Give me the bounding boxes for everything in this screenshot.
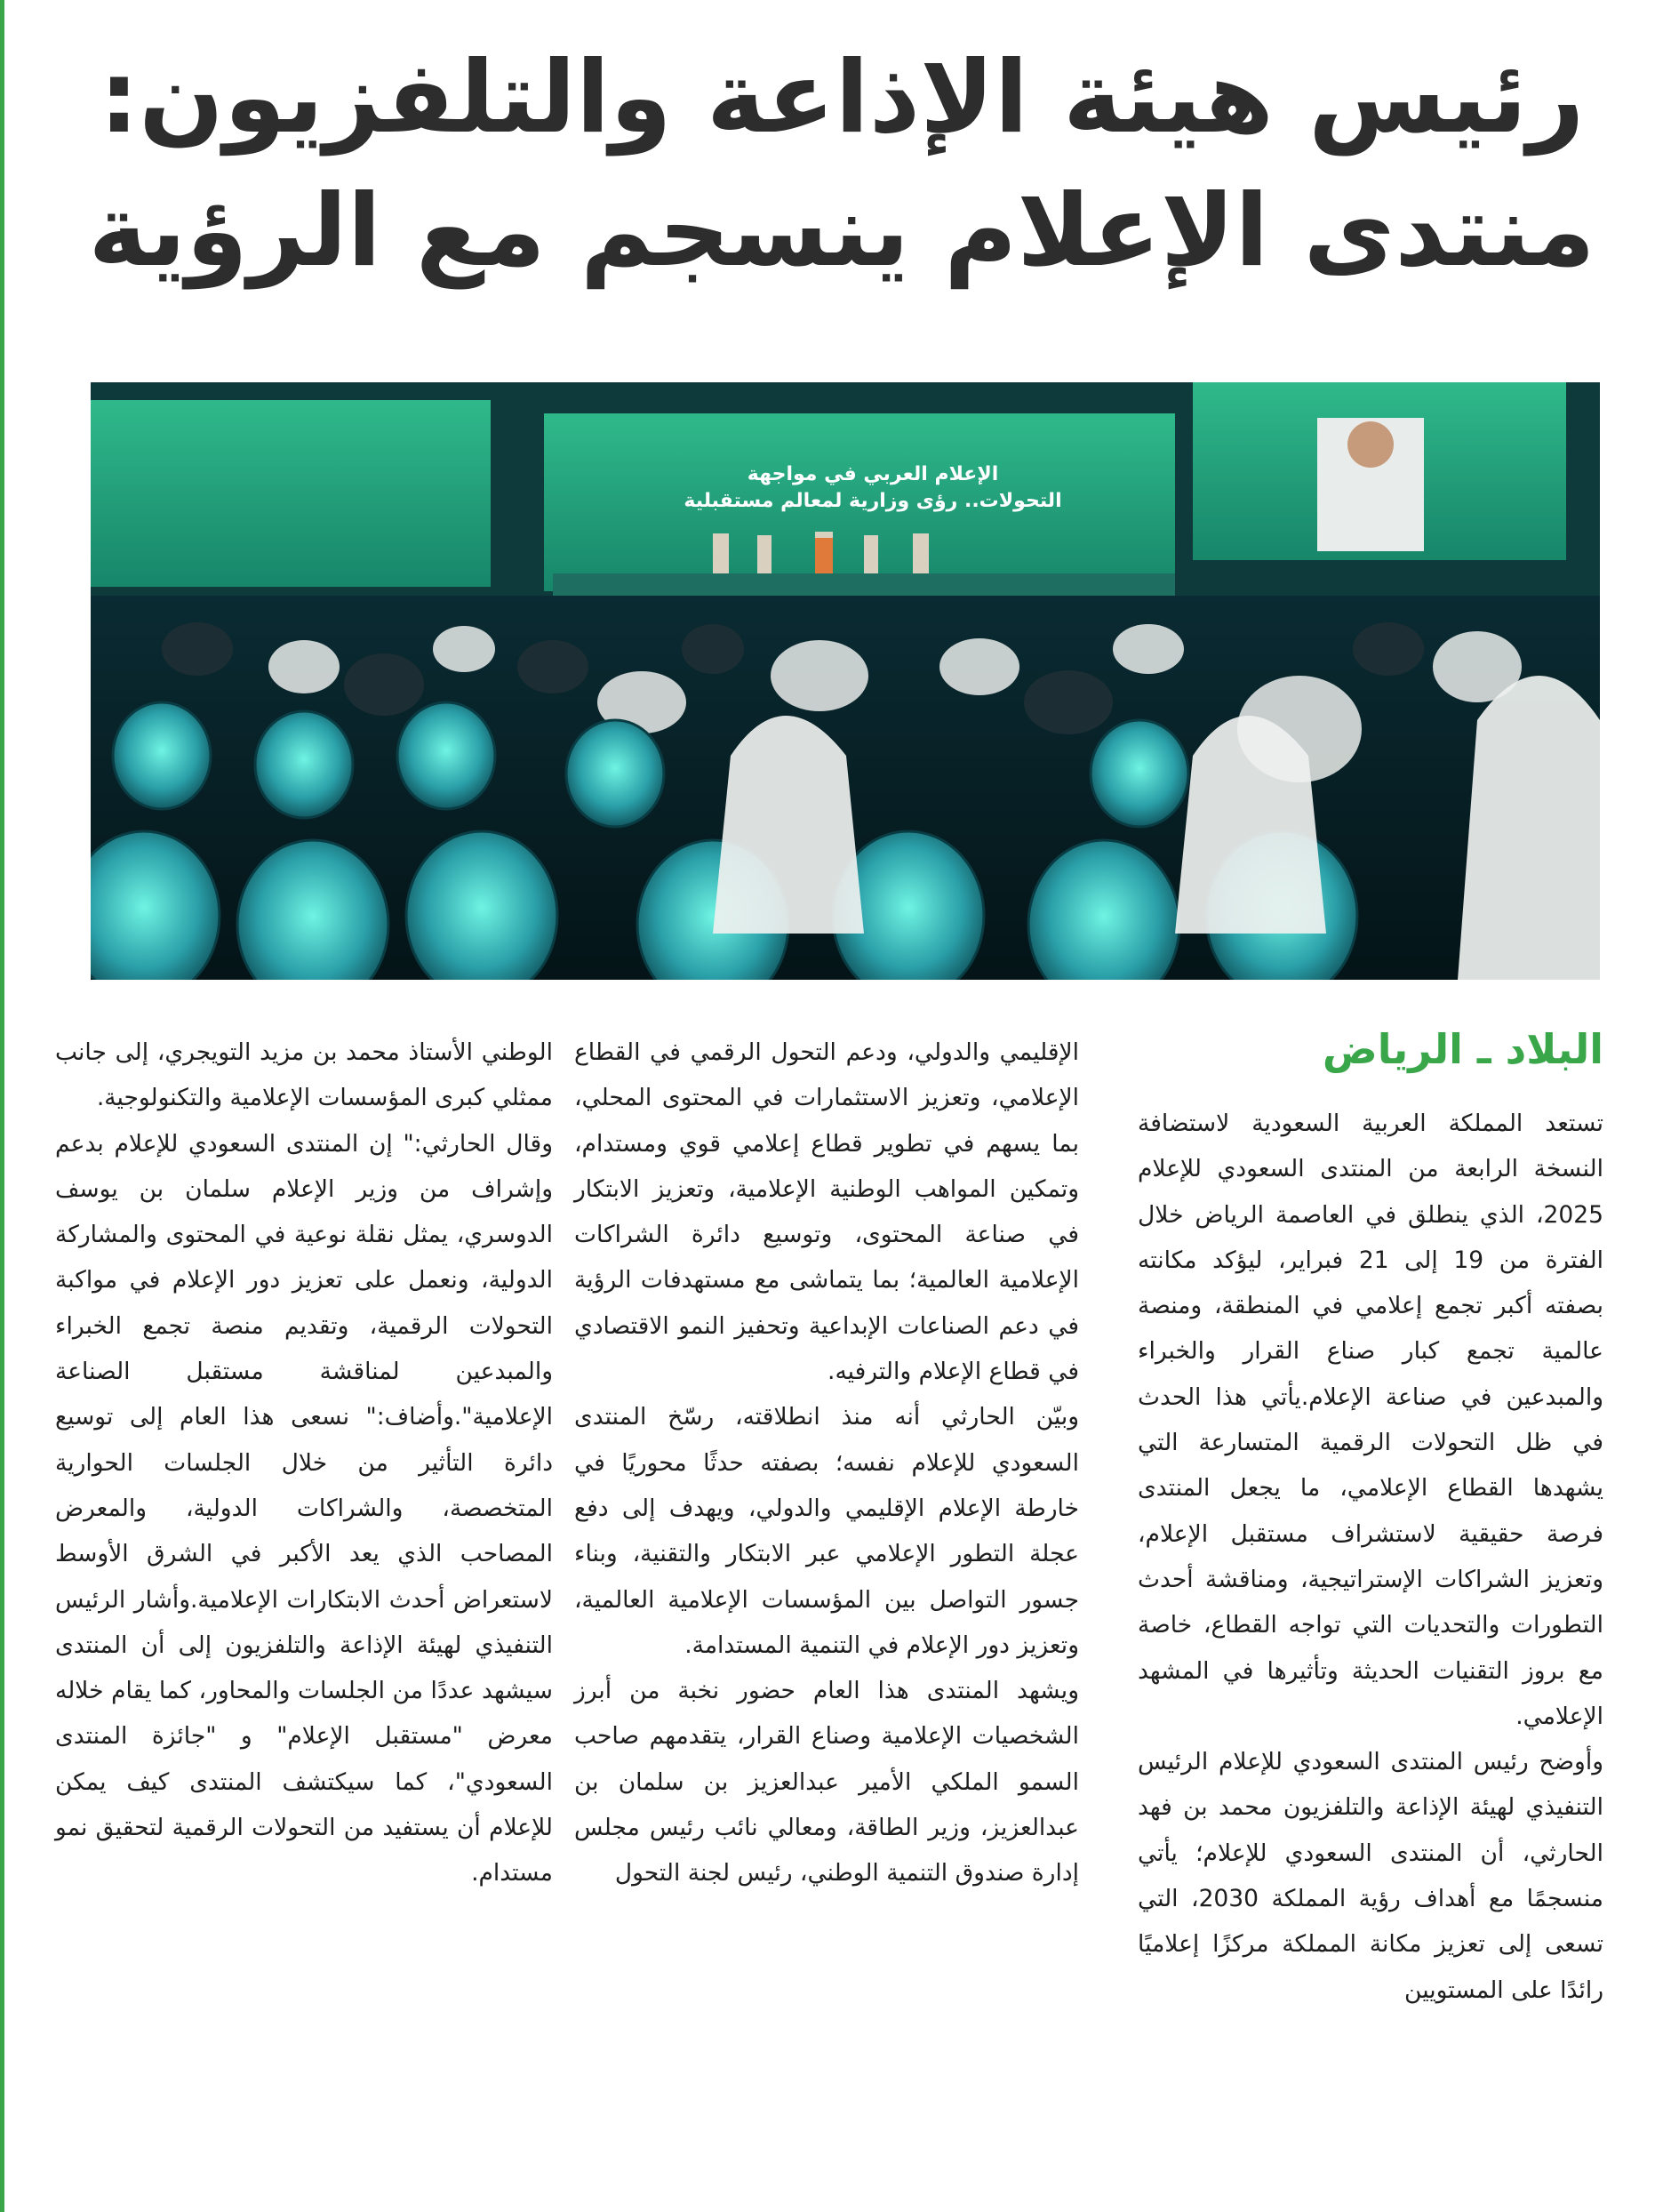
forum-hall-photo: [91, 382, 1600, 980]
headline-line-1: رئيس هيئة الإذاعة والتلفزيون:: [99, 40, 1585, 156]
paragraph: الوطني الأستاذ محمد بن مزيد التويجري، إلى جانب ممثلي كبرى المؤسسات الإعلامية والتكنولوجية.: [55, 1038, 553, 1112]
article-column-2: [574, 1030, 1079, 1896]
article-column-3: [55, 1030, 553, 1896]
left-accent-rule: [0, 0, 4, 2212]
paragraph: ويشهد المنتدى هذا العام حضور نخبة من أبرز الشخصيات الإعلامية وصناع القرار، يتقدمهم صاحب السمو الملكي الأمير عبدالعزيز بن سلمان بن عبدالعزيز، وزير الطاقة، ومعالي نائب رئيس مجلس إدارة صندوق التنمية الوطني، رئيس لجنة التحول: [574, 1677, 1079, 1887]
paragraph: وأوضح رئيس المنتدى السعودي للإعلام الرئيس التنفيذي لهيئة الإذاعة والتلفزيون محمد بن فهد الحارثي، أن المنتدى السعودي للإعلام؛ يأتي منسجمًا مع أهداف رؤية المملكة 2030، التي تسعى إلى تعزيز مكانة المملكة مركزًا إعلاميًا رائدًا على المستويين: [1138, 1748, 1604, 2004]
paragraph: الإقليمي والدولي، ودعم التحول الرقمي في القطاع الإعلامي، وتعزيز الاستثمارات في المحتوى المحلي، بما يسهم في تطوير قطاع إعلامي قوي ومستدام، وتمكين المواهب الوطنية الإعلامية، وتعزيز الابتكار في صناعة المحتوى، وتوسيع دائرة الشراكات الإعلامية العالمية؛ بما يتماشى مع مستهدفات الرؤية في دعم الصناعات الإبداعية وتحفيز النمو الاقتصادي في قطاع الإعلام والترفيه.: [574, 1038, 1079, 1386]
paragraph: تستعد المملكة العربية السعودية لاستضافة النسخة الرابعة من المنتدى السعودي للإعلام 2025، الذي ينطلق في العاصمة الرياض خلال الفترة من 19 إلى 21 فبراير، ليؤكد مكانته بصفته أكبر تجمع إعلامي في المنطقة، ومنصة عالمية تجمع كبار صناع القرار والخبراء والمبدعين في صناعة الإعلام.يأتي هذا الحدث في ظل التحولات الرقمية المتسارعة التي يشهدها القطاع الإعلامي، ما يجعل المنتدى فرصة حقيقية لاستشراف مستقبل الإعلام، وتعزيز الشراكات الإستراتيجية، ومناقشة أحدث التطورات والتحديات التي تواجه القطاع، خاصة مع بروز التقنيات الحديثة وتأثيرها في المشهد الإعلامي.: [1138, 1110, 1604, 1730]
headline-line-2: منتدى الإعلام ينسجم مع الرؤية: [88, 173, 1595, 289]
byline: البلاد ـ الرياض: [1322, 1025, 1603, 1073]
paragraph: وبيّن الحارثي أنه منذ انطلاقته، رسّخ المنتدى السعودي للإعلام نفسه؛ بصفته حدثًا محوريًا في خارطة الإعلام الإقليمي والدولي، ويهدف إلى دفع عجلة التطور الإعلامي عبر الابتكار والتقنية، وبناء جسور التواصل بين المؤسسات الإعلامية العالمية، وتعزيز دور الإعلام في التنمية المستدامة.: [574, 1403, 1079, 1659]
screen-text-line-1: الإعلام العربي في مواجهة: [747, 463, 999, 485]
screen-text-line-2: التحولات.. رؤى وزارية لمعالم مستقبلية: [684, 490, 1062, 512]
article-column-1: [1138, 1101, 1603, 2013]
paragraph: وقال الحارثي:" إن المنتدى السعودي للإعلام بدعم وإشراف من وزير الإعلام سلمان بن يوسف الدوسري، يمثل نقلة نوعية في المحتوى والمشاركة الدولية، ونعمل على تعزيز دور الإعلام في مواكبة التحولات الرقمية، وتقديم منصة تجمع الخبراء والمبدعين لمناقشة مستقبل الصناعة الإعلامية".وأضاف:" نسعى هذا العام إلى توسيع دائرة التأثير من خلال الجلسات الحوارية المتخصصة، والشراكات الدولية، والمعرض المصاحب الذي يعد الأكبر في الشرق الأوسط لاستعراض أحدث الابتكارات الإعلامية.وأشار الرئيس التنفيذي لهيئة الإذاعة والتلفزيون إلى أن المنتدى سيشهد عددًا من الجلسات والمحاور، كما يقام خلاله معرض "مستقبل الإعلام" و "جائزة المنتدى السعودي"، كما سيكتشف المنتدى كيف يمكن للإعلام أن يستفيد من التحولات الرقمية لتحقيق نمو مستدام.: [55, 1129, 553, 1887]
